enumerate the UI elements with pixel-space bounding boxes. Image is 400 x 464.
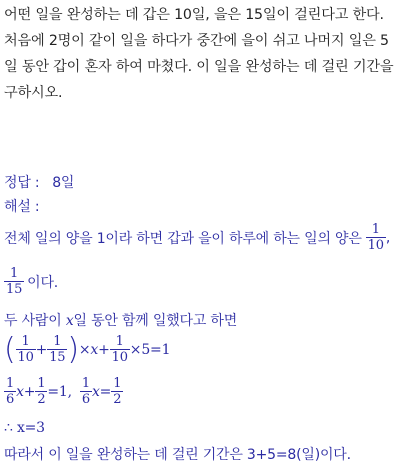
problem-text: 어떤 일을 완성하는 데 갑은 10일, 을은 15일이 걸린다고 한다. 처음에 2명이 같이 일을 하다가 중간에 을이 쉬고 나머지 일은 5일 동안 갑이 혼자 하여 마쳤다. 이 일을 완성하는 데 걸린 기간을 구하시오. [4, 7, 394, 101]
eq1-fraction-1-10-b: $\frac{1}{10}$ [111, 334, 128, 365]
eq1-fraction-1-10: $\frac{1}{10}$ [17, 334, 34, 365]
equation-2: $\frac{1}{6}$ x+ $\frac{1}{2}$ =1, $\frac{1}{6}$ x= $\frac{1}{2}$ [6, 376, 122, 407]
answer-label: 정답 : [4, 175, 40, 191]
conclusion: 따라서 이 일을 완성하는 데 걸린 기간은 3+5=8(일)이다. [4, 447, 351, 463]
solution-line-1-text: 전체 일의 양을 1이라 하면 갑과 을이 하루에 하는 일의 양은 [4, 230, 362, 247]
equation-3: ∴ x=3 [4, 420, 45, 436]
eq2-fraction-1-2-b: $\frac{1}{2}$ [113, 376, 122, 407]
fraction-1-10: $\frac{1}{10}$ [367, 222, 384, 253]
answer-value: 8일 [52, 175, 75, 191]
solution-label: 해설 : [4, 199, 40, 215]
answer-line [4, 172, 396, 192]
equation-1: ( $\frac{1}{10}$ + $\frac{1}{15}$ ) ×x+ $\frac{1}{10}$ ×5=1 [4, 331, 171, 367]
variable-x: x [65, 313, 74, 329]
eq2-fraction-1-2: $\frac{1}{2}$ [37, 376, 46, 407]
eq2-fraction-1-6: $\frac{1}{6}$ [6, 376, 15, 407]
solution-line-1-end: , [385, 229, 391, 246]
solution-line-2 [4, 266, 396, 297]
solution-line-2-end: 이다. [27, 274, 59, 291]
fraction-1-15: $\frac{1}{15}$ [6, 266, 23, 297]
solution-line-3: 두 사람이 x일 동안 함께 일했다고 하면 [4, 313, 238, 329]
eq1-fraction-1-15: $\frac{1}{15}$ [49, 334, 66, 365]
eq2-fraction-1-6-b: $\frac{1}{6}$ [81, 376, 90, 407]
solution-line-1 [4, 222, 396, 253]
